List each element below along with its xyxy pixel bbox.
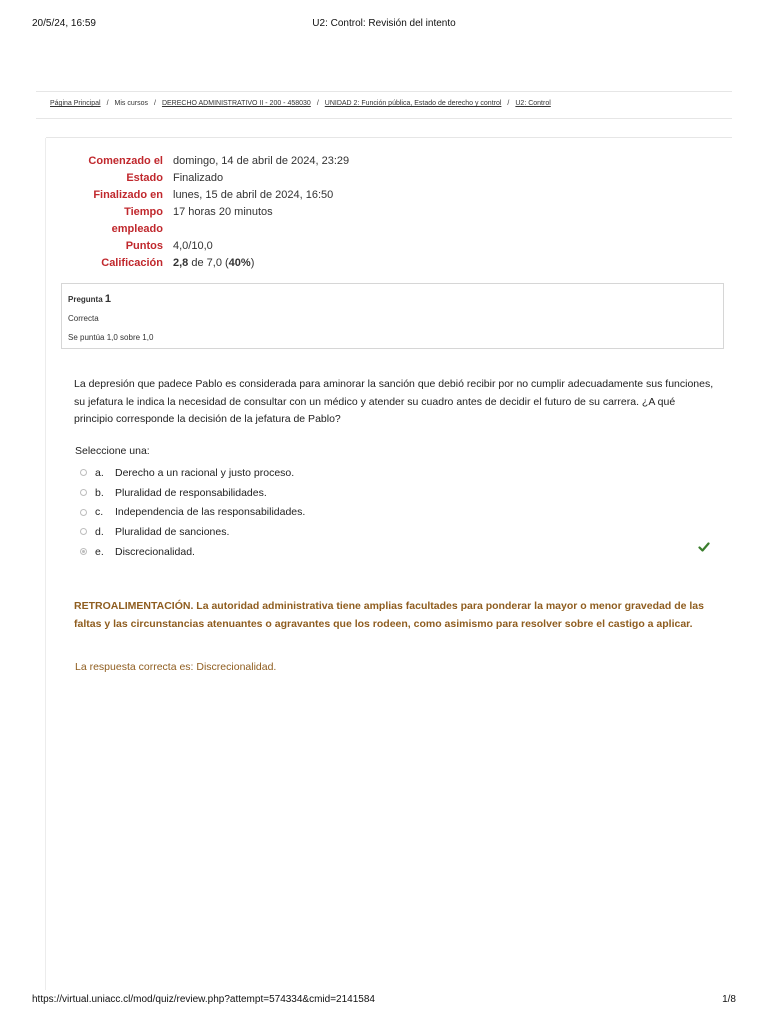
breadcrumb-unit-link[interactable]: UNIDAD 2: Función pública, Estado de derecho y control <box>324 100 502 107</box>
print-title: U2: Control: Revisión del intento <box>312 18 456 29</box>
question-mark: Se puntúa 1,0 sobre 1,0 <box>68 333 154 342</box>
question-text: La depresión que padece Pablo es considerada para aminorar la sanción que debió recibir por no cumplir adecuadamente sus funciones, su jefatura le indica la necesidad de consultar con un médico y atender su cuadro antes de decidir el futuro de su carrera. ¿A qué principio corresponde la decisión de la jefatura de Pablo? <box>74 378 714 425</box>
option-c[interactable] <box>80 502 305 522</box>
time-label <box>62 204 173 238</box>
breadcrumb-course-link[interactable]: DERECHO ADMINISTRATIVO II - 200 - 458030 <box>161 100 311 107</box>
attempt-summary <box>62 153 473 272</box>
breadcrumb-separator: / <box>106 100 109 107</box>
radio-button[interactable] <box>80 528 87 535</box>
started-value: domingo, 14 de abril de 2024, 23:29 <box>173 155 350 167</box>
divider <box>36 91 732 92</box>
option-text: Discrecionalidad. <box>115 545 195 558</box>
grade-value <box>173 255 473 272</box>
breadcrumb-my-courses: Mis cursos <box>114 100 148 107</box>
summary-row-finished <box>62 187 473 204</box>
points-value: 4,0/10,0 <box>173 240 213 252</box>
summary-row-time <box>62 204 473 238</box>
state-value: Finalizado <box>173 172 224 184</box>
option-e[interactable] <box>80 542 305 562</box>
breadcrumb-separator: / <box>507 100 510 107</box>
print-datetime: 20/5/24, 16:59 <box>32 18 96 29</box>
radio-button[interactable] <box>80 469 87 476</box>
summary-row-grade <box>62 255 473 272</box>
option-letter: b. <box>95 486 104 499</box>
check-icon <box>698 541 710 553</box>
question-number-value: 1 <box>104 293 112 305</box>
breadcrumb-separator: / <box>316 100 319 107</box>
general-feedback: RETROALIMENTACIÓN. La autoridad administrativa tiene amplias facultades para ponderar la mayor o menor gravedad de las faltas y las circunstancias atenuantes o agravantes que los rodeen, como asimismo para resolver sobre el castigo a aplicar. <box>74 600 704 630</box>
time-label-line2: empleado <box>111 223 163 235</box>
question-label: Pregunta <box>68 295 103 304</box>
divider <box>36 118 732 119</box>
option-a[interactable] <box>80 463 305 483</box>
grade-percent: 40% <box>228 257 251 269</box>
answer-prompt: Seleccione una: <box>75 445 150 457</box>
grade-mid: de 7,0 ( <box>191 257 229 269</box>
option-text: Pluralidad de sanciones. <box>115 525 230 538</box>
page-url: https://virtual.uniacc.cl/mod/quiz/review.php?attempt=574334&cmid=2141584 <box>32 994 375 1005</box>
radio-button[interactable] <box>80 489 87 496</box>
option-d[interactable] <box>80 522 305 542</box>
radio-button-selected[interactable] <box>80 548 87 555</box>
option-letter: e. <box>95 545 104 558</box>
question-status: Correcta <box>68 314 99 323</box>
option-letter: d. <box>95 525 104 538</box>
finished-label: Finalizado en <box>93 189 163 201</box>
grade-end: ) <box>250 257 255 269</box>
option-text: Independencia de las responsabilidades. <box>115 506 306 519</box>
option-letter: c. <box>95 506 104 519</box>
time-value: 17 horas 20 minutos <box>173 206 273 218</box>
summary-row-started <box>62 153 473 170</box>
option-letter: a. <box>95 466 104 479</box>
breadcrumb-separator: / <box>154 100 156 107</box>
divider <box>46 137 732 138</box>
radio-button[interactable] <box>80 509 87 516</box>
right-answer: La respuesta correcta es: Discrecionalidad. <box>75 661 277 673</box>
breadcrumb-home-link[interactable]: Página Principal <box>50 100 101 107</box>
finished-value: lunes, 15 de abril de 2024, 16:50 <box>173 189 334 201</box>
state-label: Estado <box>126 172 163 184</box>
option-b[interactable] <box>80 483 305 503</box>
points-label: Puntos <box>125 240 163 252</box>
summary-row-points <box>62 238 473 255</box>
question-info <box>61 283 724 349</box>
breadcrumb <box>50 100 732 107</box>
started-label: Comenzado el <box>88 155 163 167</box>
page-number: 1/8 <box>722 994 736 1005</box>
option-text: Derecho a un racional y justo proceso. <box>115 466 295 479</box>
breadcrumb-quiz-link[interactable]: U2: Control <box>515 100 551 107</box>
content-border <box>45 138 46 990</box>
grade-score: 2,8 <box>173 257 189 269</box>
grade-label: Calificación <box>101 257 163 269</box>
question-number <box>68 290 717 309</box>
summary-row-state <box>62 170 473 187</box>
option-text: Pluralidad de responsabilidades. <box>115 486 267 499</box>
time-label-line1: Tiempo <box>124 206 163 218</box>
answer-options <box>80 463 305 561</box>
